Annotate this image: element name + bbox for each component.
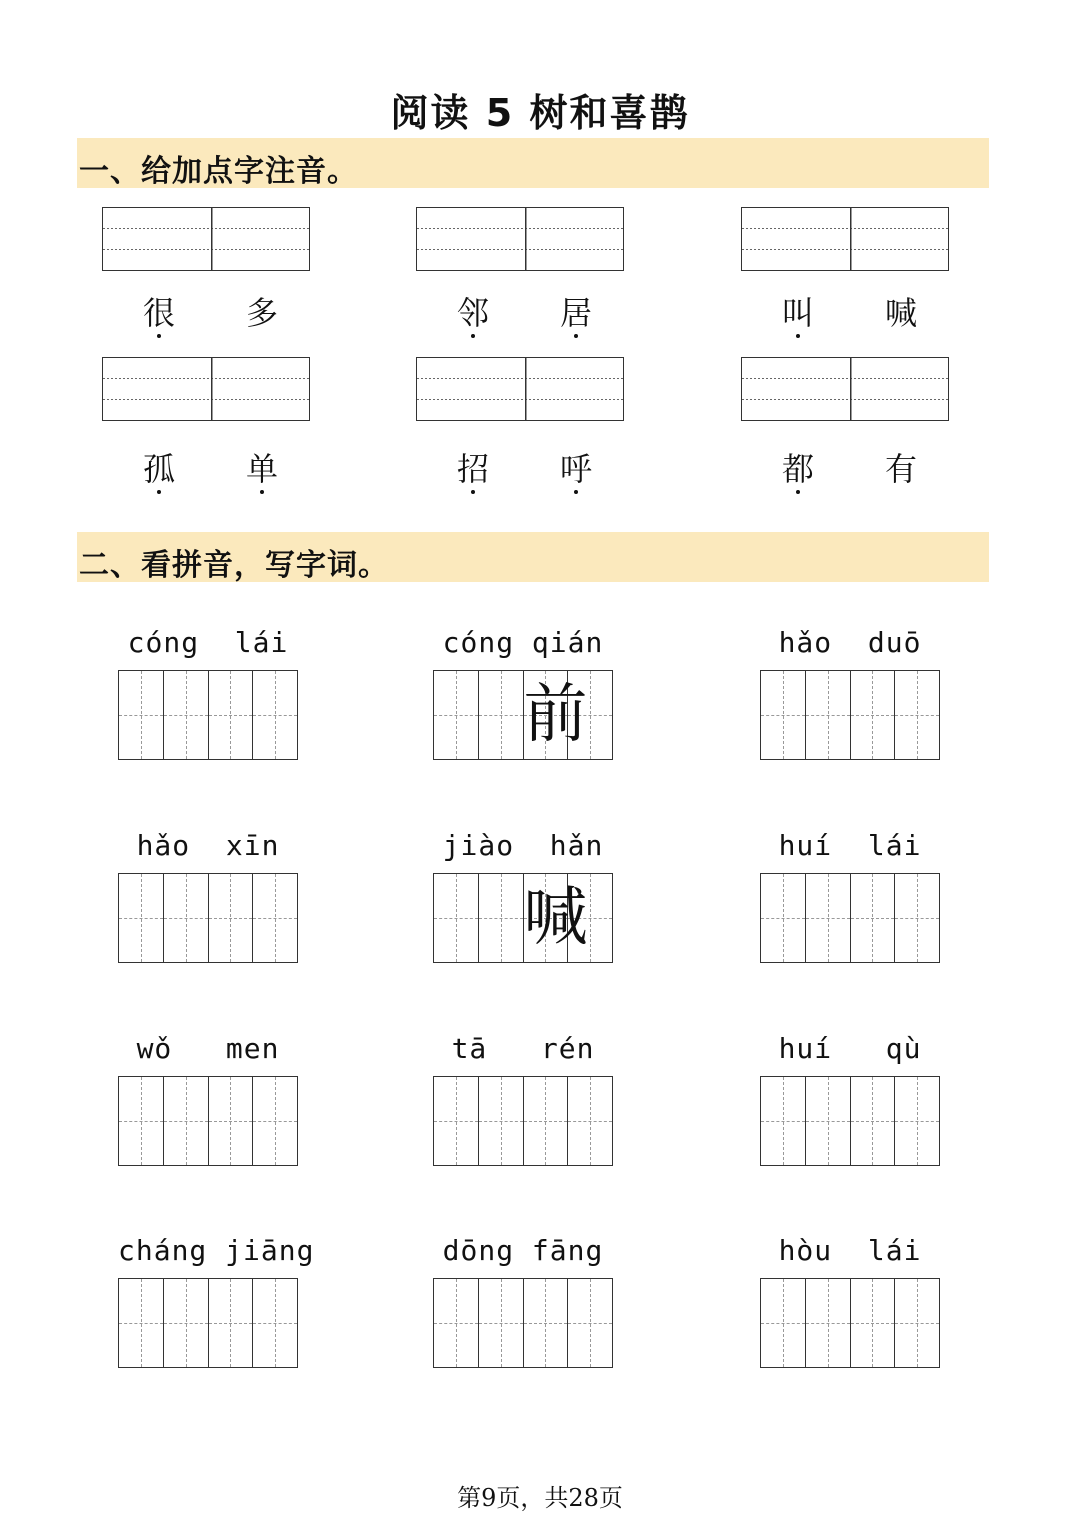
- writing-cell[interactable]: [761, 671, 806, 759]
- emphasis-dot: [471, 490, 475, 494]
- character-writing-grid[interactable]: [760, 670, 940, 760]
- writing-cell[interactable]: [434, 874, 479, 962]
- section-1-heading: 一、给加点字注音。: [79, 154, 358, 189]
- character-writing-grid[interactable]: [760, 1076, 940, 1166]
- pinyin-answer-box[interactable]: [741, 207, 949, 271]
- emphasis-dot: [574, 490, 578, 494]
- pinyin-answer-box[interactable]: [416, 207, 624, 271]
- pinyin-prompt: dōng fāng: [442, 1234, 604, 1267]
- pinyin-prompt: hǎo duō: [778, 626, 922, 659]
- word-character: 呼: [551, 444, 601, 490]
- writing-cell[interactable]: [851, 1279, 896, 1367]
- character-writing-grid[interactable]: [433, 1076, 613, 1166]
- writing-cell[interactable]: [761, 874, 806, 962]
- character-writing-grid[interactable]: [118, 670, 298, 760]
- writing-cell[interactable]: [806, 1279, 851, 1367]
- writing-cell[interactable]: [253, 1077, 297, 1165]
- word-character: 单: [237, 444, 287, 490]
- writing-cell[interactable]: [253, 671, 297, 759]
- writing-cell[interactable]: [434, 1077, 479, 1165]
- section-1-header: [77, 138, 989, 188]
- writing-cell[interactable]: [434, 671, 479, 759]
- writing-cell[interactable]: [895, 1279, 939, 1367]
- word-character: 都: [773, 444, 823, 490]
- character-writing-grid[interactable]: [118, 1278, 298, 1368]
- writing-cell[interactable]: [253, 874, 297, 962]
- word-character: 孤: [134, 444, 184, 490]
- emphasis-dot: [796, 490, 800, 494]
- writing-cell[interactable]: [523, 874, 588, 962]
- pinyin-prompt: cháng jiāng: [118, 1234, 315, 1267]
- writing-cell[interactable]: [209, 1077, 254, 1165]
- emphasis-dot: [471, 334, 475, 338]
- word-character: 多: [245, 294, 278, 332]
- writing-cell[interactable]: [806, 874, 851, 962]
- pinyin-answer-box[interactable]: [416, 357, 624, 421]
- prefilled-character: 前: [523, 678, 588, 752]
- character-writing-grid[interactable]: [433, 873, 613, 963]
- character-writing-grid[interactable]: [118, 1076, 298, 1166]
- writing-cell[interactable]: [119, 671, 164, 759]
- writing-cell[interactable]: [119, 1279, 164, 1367]
- writing-cell[interactable]: [209, 874, 254, 962]
- word-character: 招: [448, 444, 498, 490]
- writing-cell[interactable]: [209, 671, 254, 759]
- section-2-header: [77, 532, 989, 582]
- character-writing-grid[interactable]: [760, 1278, 940, 1368]
- writing-cell[interactable]: [164, 1077, 209, 1165]
- writing-cell[interactable]: [479, 1279, 524, 1367]
- word-character: 邻: [448, 288, 498, 334]
- emphasis-dot: [796, 334, 800, 338]
- word-character: 叫: [773, 288, 823, 334]
- pinyin-prompt: cóng qián: [442, 626, 604, 659]
- page-footer: 第9页，共28页: [457, 1484, 623, 1512]
- writing-cell[interactable]: [568, 1077, 612, 1165]
- emphasis-dot: [157, 334, 161, 338]
- pinyin-prompt: tā rén: [451, 1032, 595, 1065]
- writing-cell[interactable]: [851, 874, 896, 962]
- word-character: 喊: [884, 294, 917, 332]
- pinyin-answer-box[interactable]: [102, 357, 310, 421]
- writing-cell[interactable]: [119, 1077, 164, 1165]
- prefilled-character: 喊: [523, 881, 588, 955]
- character-writing-grid[interactable]: [433, 670, 613, 760]
- character-writing-grid[interactable]: [118, 873, 298, 963]
- emphasis-dot: [260, 490, 264, 494]
- writing-cell[interactable]: [851, 671, 896, 759]
- pinyin-prompt: hòu lái: [778, 1234, 922, 1267]
- writing-cell[interactable]: [895, 1077, 939, 1165]
- writing-cell[interactable]: [568, 1279, 612, 1367]
- writing-cell[interactable]: [524, 1279, 569, 1367]
- pinyin-prompt: huí qù: [778, 1032, 922, 1065]
- writing-cell[interactable]: [806, 671, 851, 759]
- writing-cell[interactable]: [524, 1077, 569, 1165]
- writing-cell[interactable]: [479, 874, 524, 962]
- writing-cell[interactable]: [479, 1077, 524, 1165]
- writing-cell[interactable]: [761, 1279, 806, 1367]
- writing-cell[interactable]: [253, 1279, 297, 1367]
- pinyin-prompt: huí lái: [778, 829, 922, 862]
- pinyin-answer-box[interactable]: [741, 357, 949, 421]
- writing-cell[interactable]: [806, 1077, 851, 1165]
- writing-cell[interactable]: [164, 1279, 209, 1367]
- writing-cell[interactable]: [851, 1077, 896, 1165]
- pinyin-answer-box[interactable]: [102, 207, 310, 271]
- character-writing-grid[interactable]: [433, 1278, 613, 1368]
- writing-cell[interactable]: [895, 671, 939, 759]
- writing-cell[interactable]: [164, 671, 209, 759]
- page-title: 阅读 5 树和喜鹊: [390, 91, 690, 135]
- writing-cell[interactable]: [761, 1077, 806, 1165]
- writing-cell[interactable]: [479, 671, 524, 759]
- writing-cell[interactable]: [164, 874, 209, 962]
- section-2-heading: 二、看拼音，写字词。: [79, 548, 389, 583]
- emphasis-dot: [157, 490, 161, 494]
- writing-cell[interactable]: [209, 1279, 254, 1367]
- word-character: 居: [551, 288, 601, 334]
- pinyin-prompt: wǒ men: [136, 1032, 280, 1065]
- emphasis-dot: [574, 334, 578, 338]
- word-character: 有: [884, 450, 917, 488]
- character-writing-grid[interactable]: [760, 873, 940, 963]
- pinyin-prompt: cóng lái: [127, 626, 289, 659]
- writing-cell[interactable]: [434, 1279, 479, 1367]
- writing-cell[interactable]: [895, 874, 939, 962]
- pinyin-prompt: hǎo xīn: [136, 829, 280, 862]
- writing-cell[interactable]: [119, 874, 164, 962]
- pinyin-prompt: jiào hǎn: [442, 829, 604, 862]
- writing-cell[interactable]: [523, 671, 588, 759]
- word-character: 很: [134, 288, 184, 334]
